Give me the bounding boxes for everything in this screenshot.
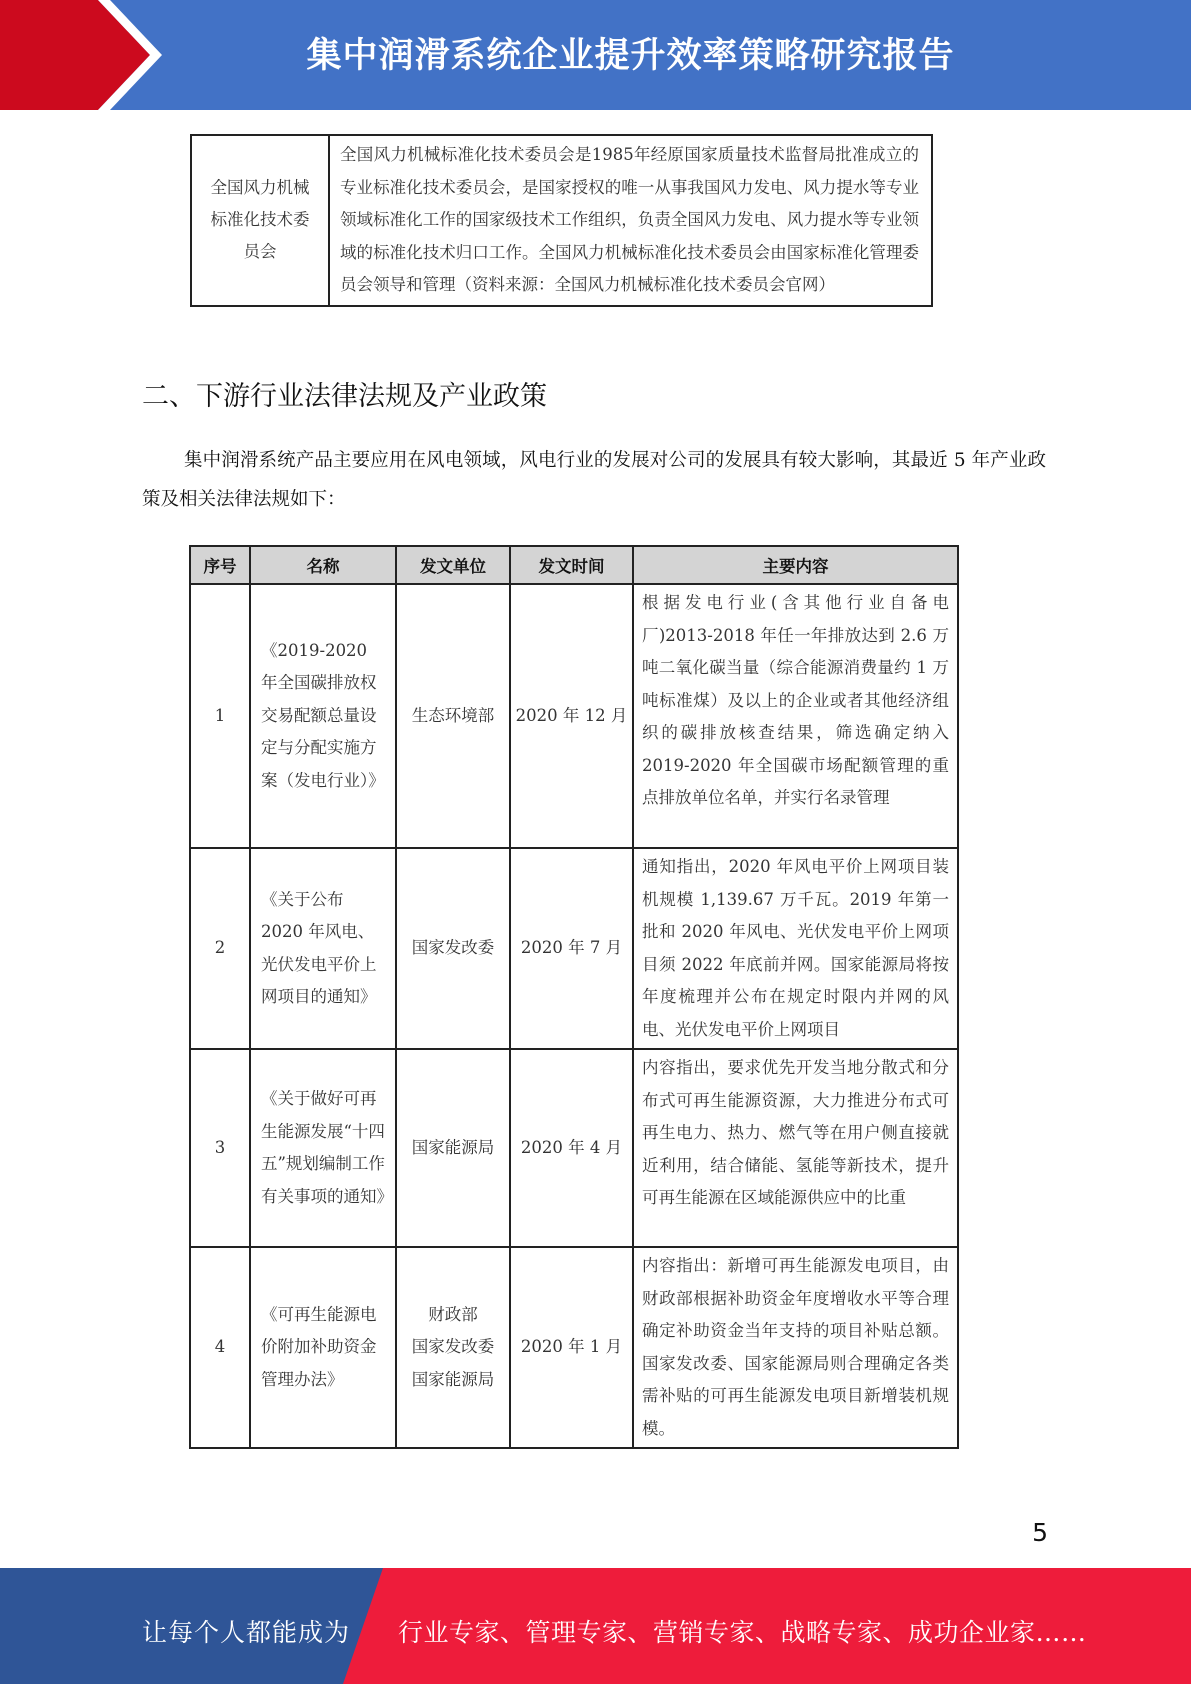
header-name: 名称 xyxy=(250,546,396,584)
row-no: 4 xyxy=(190,1247,250,1448)
section-heading: 二、下游行业法律法规及产业政策 xyxy=(142,381,547,412)
report-title: 集中润滑系统企业提升效率策略研究报告 xyxy=(306,36,955,76)
org-description-cell: 全国风力机械标准化技术委员会是1985年经原国家质量技术监督局批准成立的专业标准化技术委员会，是国家授权的唯一从事我国风力发电、风力提水等专业领域标准化工作的国家级技术工作组织，负责全国风力发电、风力提水等专业领域的标准化技术归口工作。全国风力机械标准化技术委员会由国家标准化管理委员会领导和管理（资料来源：全国风力机械标准化技术委员会官网） xyxy=(329,135,932,306)
unit-line: 国家发改委 xyxy=(411,1337,495,1357)
unit-line: 国家能源局 xyxy=(411,1369,495,1389)
row-name: 《关于公布 2020 年风电、光伏发电平价上网项目的通知》 xyxy=(250,848,396,1049)
page-number: 5 xyxy=(1032,1518,1048,1547)
row-unit xyxy=(396,1247,510,1448)
row-date: 2020 年 12 月 xyxy=(510,584,633,848)
page-header xyxy=(0,0,1191,110)
unit-line: 财政部 xyxy=(428,1304,478,1324)
unit-line: 生态环境部 xyxy=(411,705,495,725)
table-header-row xyxy=(190,546,958,584)
row-name: 《可再生能源电价附加补助资金管理办法》 xyxy=(250,1247,396,1448)
row-name: 《2019-2020 年全国碳排放权交易配额总量设定与分配实施方案（发电行业）》 xyxy=(250,584,396,848)
table-row xyxy=(190,1049,958,1247)
row-content: 通知指出，2020 年风电平价上网项目装机规模 1,139.67 万千瓦。2019 年第一批和 2020 年风电、光伏发电平价上网项目须 2022 年底前并网。国家能源局将按年度梳理并公布在规定时限内并网的风电、光伏发电平价上网项目 xyxy=(633,848,958,1049)
org-name-cell xyxy=(191,135,329,306)
org-name-line: 标准化技术委 xyxy=(210,210,310,230)
row-content: 内容指出：新增可再生能源发电项目，由财政部根据补助资金年度增收水平等合理确定补助资金当年支持的项目补贴总额。国家发改委、国家能源局则合理确定各类需补贴的可再生能源发电项目新增装机规模。 xyxy=(633,1247,958,1448)
table-row xyxy=(190,584,958,848)
table-row xyxy=(191,135,932,306)
policy-table xyxy=(189,545,959,1449)
header-unit: 发文单位 xyxy=(396,546,510,584)
row-content: 内容指出，要求优先开发当地分散式和分布式可再生能源资源，大力推进分布式可再生电力、热力、燃气等在用户侧直接就近利用，结合储能、氢能等新技术，提升可再生能源在区域能源供应中的比重 xyxy=(633,1049,958,1247)
row-no: 1 xyxy=(190,584,250,848)
row-date: 2020 年 7 月 xyxy=(510,848,633,1049)
row-unit xyxy=(396,584,510,848)
header-red-arrow xyxy=(0,0,150,110)
table-row xyxy=(190,848,958,1049)
unit-line: 国家发改委 xyxy=(411,938,495,958)
intro-paragraph: 集中润滑系统产品主要应用在风电领域，风电行业的发展对公司的发展具有较大影响，其最近 5 年产业政策及相关法律法规如下： xyxy=(142,450,1046,510)
row-unit xyxy=(396,1049,510,1247)
row-content: 根据发电行业(含其他行业自备电厂)2013-2018 年任一年排放达到 2.6 万吨二氧化碳当量（综合能源消费量约 1 万吨标准煤）及以上的企业或者其他经济组织的碳排放核查结果，筛选确定纳入 2019-2020 年全国碳市场配额管理的重点排放单位名单，并实行名录管理 xyxy=(633,584,958,848)
footer-slogan-left: 让每个人都能成为 xyxy=(142,1618,351,1647)
row-no: 3 xyxy=(190,1049,250,1247)
table-row xyxy=(190,1247,958,1448)
footer-slogan-right: 行业专家、管理专家、营销专家、战略专家、成功企业家…… xyxy=(398,1618,1087,1647)
row-no: 2 xyxy=(190,848,250,1049)
page-footer xyxy=(0,1568,1191,1684)
row-unit xyxy=(396,848,510,1049)
row-name: 《关于做好可再生能源发展“十四五”规划编制工作有关事项的通知》 xyxy=(250,1049,396,1247)
unit-line: 国家能源局 xyxy=(411,1137,495,1157)
header-content: 主要内容 xyxy=(633,546,958,584)
header-no: 序号 xyxy=(190,546,250,584)
org-name-line: 员会 xyxy=(243,242,277,262)
row-date: 2020 年 1 月 xyxy=(510,1247,633,1448)
org-name-line: 全国风力机械 xyxy=(210,178,310,198)
row-date: 2020 年 4 月 xyxy=(510,1049,633,1247)
header-date: 发文时间 xyxy=(510,546,633,584)
org-info-table xyxy=(190,134,933,307)
